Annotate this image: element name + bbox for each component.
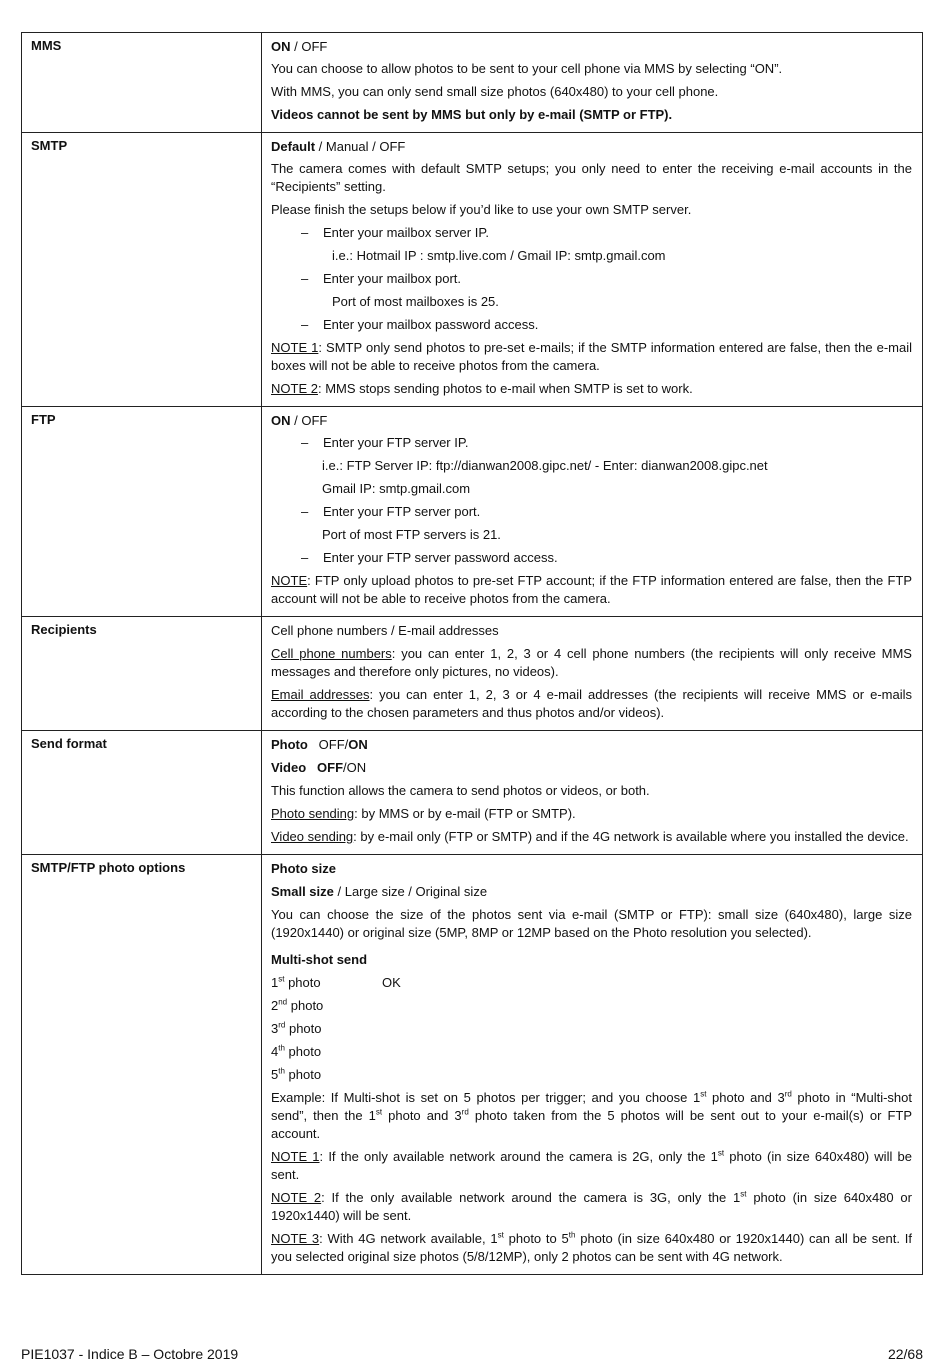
row-label-ftp: FTP [22, 407, 262, 617]
smtp-option-rest: / Manual / OFF [315, 139, 406, 154]
send-format-video: Video OFF/ON [271, 760, 367, 775]
row-ftp [22, 407, 923, 617]
smtp-step-1: – Enter your mailbox server IP. [271, 224, 912, 242]
mms-text-3: Videos cannot be sent by MMS but only by e-mail (SMTP or FTP). [271, 107, 673, 122]
row-recipients [22, 617, 923, 731]
photo-size-options: Small size / Large size / Original size [271, 884, 488, 899]
ftp-step-1-detail-2: Gmail IP: smtp.gmail.com [322, 481, 471, 496]
multi-shot-title: Multi-shot send [271, 952, 368, 967]
settings-table [21, 32, 923, 1275]
multi-shot-status: OK [382, 975, 401, 990]
row-send-format [22, 731, 923, 855]
footer-doc-ref: PIE1037 - Indice B – Octobre 2019 [21, 1346, 239, 1362]
row-label-mms: MMS [22, 33, 262, 133]
ftp-step-2: – Enter your FTP server port. [271, 503, 912, 521]
ftp-step-3: – Enter your FTP server password access. [271, 549, 912, 567]
multi-shot-item: 3rd photo [271, 1020, 322, 1036]
row-value-recipients [262, 617, 923, 731]
multi-shot-example: Example: If Multi-shot is set on 5 photos per trigger; and you choose 1st photo and 3rd photo in “Multi-shot send”, then the 1st photo and 3rd photo taken from the 5 photos will be sent out to your e-mail(s) or FTP account. [271, 1089, 912, 1141]
photo-options-note-3: NOTE 3: With 4G network available, 1st photo to 5th photo (in size 640x480 or 1920x1440) can all be sent. If you selected original size photos (5/8/12MP), only 2 photos can be sent with 4G network. [271, 1230, 912, 1264]
row-label-smtp: SMTP [22, 133, 262, 407]
row-smtp [22, 133, 923, 407]
ftp-note: NOTE: FTP only upload photos to pre-set FTP account; if the FTP information entered are false, then the FTP account will not be able to receive photos from the camera. [271, 573, 912, 606]
smtp-text-2: Please finish the setups below if you’d like to use your own SMTP server. [271, 202, 692, 217]
smtp-step-3: – Enter your mailbox password access. [271, 316, 912, 334]
row-label-send-format: Send format [22, 731, 262, 855]
recipients-email: Email addresses: you can enter 1, 2, 3 or 4 e-mail addresses (the recipients will receive MMS or e-mails according to the chosen parameters and thus photos and/or videos). [271, 687, 912, 720]
smtp-note-2: NOTE 2: MMS stops sending photos to e-mail when SMTP is set to work. [271, 381, 693, 396]
photo-size-title: Photo size [271, 861, 337, 876]
ftp-step-2-detail: Port of most FTP servers is 21. [322, 527, 501, 542]
multi-shot-item: 2nd photo [271, 997, 324, 1013]
smtp-step-2: – Enter your mailbox port. [271, 270, 912, 288]
smtp-step-2-detail: Port of most mailboxes is 25. [332, 294, 499, 309]
smtp-note-1: NOTE 1: SMTP only send photos to pre-set e-mails; if the SMTP information entered are false, then the e-mail boxes will not be able to receive photos from the camera. [271, 340, 912, 373]
photo-size-text: You can choose the size of the photos sent via e-mail (SMTP or FTP): small size (640x480), large size (1920x1440) or original size (5MP, 8MP or 12MP based on the Photo resolution you selected). [271, 907, 912, 940]
page-footer [21, 1346, 923, 1362]
footer-page-number: 22/68 [887, 1346, 923, 1362]
mms-option-rest: / OFF [290, 39, 328, 54]
multi-shot-item: 5th photo [271, 1066, 322, 1082]
mms-text-1: You can choose to allow photos to be sent to your cell phone via MMS by selecting “ON”. [271, 61, 783, 76]
smtp-text-1: The camera comes with default SMTP setups; you only need to enter the receiving e-mail accounts in the “Recipients” setting. [271, 161, 912, 194]
send-format-video-sending: Video sending: by e-mail only (FTP or SMTP) and if the 4G network is available where you installed the device. [271, 829, 909, 844]
row-value-photo-options [262, 855, 923, 1275]
send-format-text: This function allows the camera to send photos or videos, or both. [271, 783, 650, 798]
mms-option-on: ON [271, 39, 291, 54]
recipients-cell: Cell phone numbers: you can enter 1, 2, 3 or 4 cell phone numbers (the recipients will only receive MMS messages and therefore only pictures, no videos). [271, 646, 912, 679]
mms-text-2: With MMS, you can only send small size photos (640x480) to your cell phone. [271, 84, 719, 99]
ftp-option-rest: / OFF [290, 413, 328, 428]
smtp-option-default: Default [271, 139, 316, 154]
multi-shot-item: 1st photo OK [271, 974, 401, 990]
row-value-ftp [262, 407, 923, 617]
row-mms [22, 33, 923, 133]
send-format-photo: Photo OFF/ON [271, 737, 368, 752]
row-label-recipients: Recipients [22, 617, 262, 731]
photo-options-note-2: NOTE 2: If the only available network around the camera is 3G, only the 1st photo (in size 640x480 or 1920x1440) will be sent. [271, 1189, 912, 1223]
photo-options-note-1: NOTE 1: If the only available network around the camera is 2G, only the 1st photo (in size 640x480) will be sent. [271, 1148, 912, 1182]
ftp-step-1: – Enter your FTP server IP. [271, 434, 912, 452]
send-format-photo-sending: Photo sending: by MMS or by e-mail (FTP or SMTP). [271, 806, 576, 821]
row-label-photo-options: SMTP/FTP photo options [22, 855, 262, 1275]
row-value-send-format [262, 731, 923, 855]
smtp-step-1-detail: i.e.: Hotmail IP : smtp.live.com / Gmail IP: smtp.gmail.com [332, 248, 666, 263]
ftp-option-on: ON [271, 413, 291, 428]
ftp-step-1-detail-1: i.e.: FTP Server IP: ftp://dianwan2008.gipc.net/ - Enter: dianwan2008.gipc.net [322, 458, 768, 473]
row-value-mms [262, 33, 923, 133]
row-value-smtp [262, 133, 923, 407]
recipients-options: Cell phone numbers / E-mail addresses [271, 623, 499, 638]
row-photo-options [22, 855, 923, 1275]
multi-shot-item: 4th photo [271, 1043, 322, 1059]
